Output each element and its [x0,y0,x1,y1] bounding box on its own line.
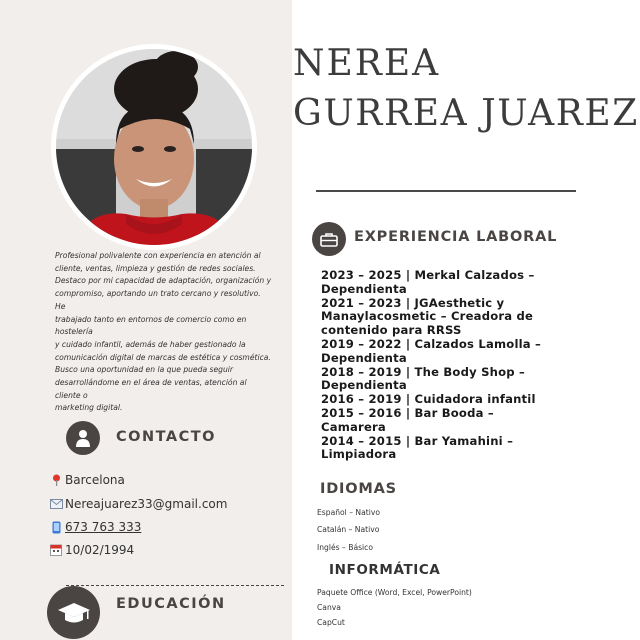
summary-line: Profesional polivalente con experiencia en atención al [55,251,261,260]
language-item: Inglés – Básico [317,543,373,552]
user-icon [66,421,100,455]
experience-line: contenido para RRSS [321,323,462,338]
summary-line: marketing digital. [55,403,123,413]
computing-item: Paquete Office (Word, Excel, PowerPoint) [317,588,472,597]
summary-line: Busco una oportunidad en la que pueda seguir [55,365,234,375]
contact-phone [49,520,141,534]
profile-photo-frame [51,44,257,250]
experience-line: 2023 – 2025 | Merkal Calzados – [321,268,535,282]
experience-line: 2021 – 2023 | JGAesthetic y [321,295,505,310]
calendar-icon [49,544,63,556]
experience-line: 2018 – 2019 | The Body Shop – [321,364,525,379]
profile-photo [56,49,252,245]
experience-line: Dependienta [321,281,407,296]
contact-birthdate [49,543,134,557]
experience-list [321,269,561,462]
experience-line: Dependienta [321,378,407,393]
contact-city [49,473,125,487]
mobile-phone-icon [49,521,63,534]
language-item: Catalán – Nativo [317,525,380,534]
languages-title: IDIOMAS [320,481,397,497]
profile-summary [55,250,273,415]
header-rule [316,190,576,192]
experience-line: 2019 – 2022 | Calzados Lamolla – [321,336,542,351]
name-last: GURREA JUAREZ [293,93,639,134]
envelope-icon [49,499,63,509]
experience-line: 2016 – 2019 | Cuidadora infantil [321,392,536,407]
language-item: Español – Nativo [317,508,380,517]
contact-title: CONTACTO [116,429,216,445]
pin-icon [49,474,63,486]
experience-line: Dependienta [321,350,407,365]
experience-line: Manaylacosmetic – Creadora de [321,309,534,324]
computing-item: CapCut [317,618,345,627]
city-text: Barcelona [65,473,125,487]
summary-line: Destaco por mi capacidad de adaptación, organización y [55,276,272,286]
computing-title: INFORMÁTICA [329,562,441,578]
email-text[interactable]: Nereajuarez33@gmail.com [65,497,228,511]
contact-email [49,497,227,511]
name-first: NEREA [293,43,441,84]
briefcase-icon [312,222,346,256]
experience-line: 2014 – 2015 | Bar Yamahini – Limpiadora [321,433,514,462]
graduation-cap-icon [47,586,100,639]
divider [66,585,284,586]
summary-line: y cuidado infantil, además de haber gestionado la [55,339,246,349]
summary-line: cliente, ventas, limpieza y gestión de redes sociales. [55,263,256,273]
summary-line: desarrollándome en el área de ventas, atención al cliente o [55,378,247,400]
experience-line: 2015 – 2016 | Bar Booda – Camarera [321,405,494,434]
summary-line: trabajado tanto en entornos de comercio como en hostelería [55,314,247,337]
computing-item: Canva [317,603,341,612]
birthdate-text: 10/02/1994 [65,543,135,557]
phone-link[interactable]: 673 763 333 [65,520,142,534]
summary-line: comunicación digital de marcas de estética y cosmética. [55,352,271,362]
education-title: EDUCACIÓN [116,596,226,612]
summary-line: compromiso, aportando un trato cercano y resolutivo. He [55,289,261,311]
experience-title: EXPERIENCIA LABORAL [354,229,558,245]
